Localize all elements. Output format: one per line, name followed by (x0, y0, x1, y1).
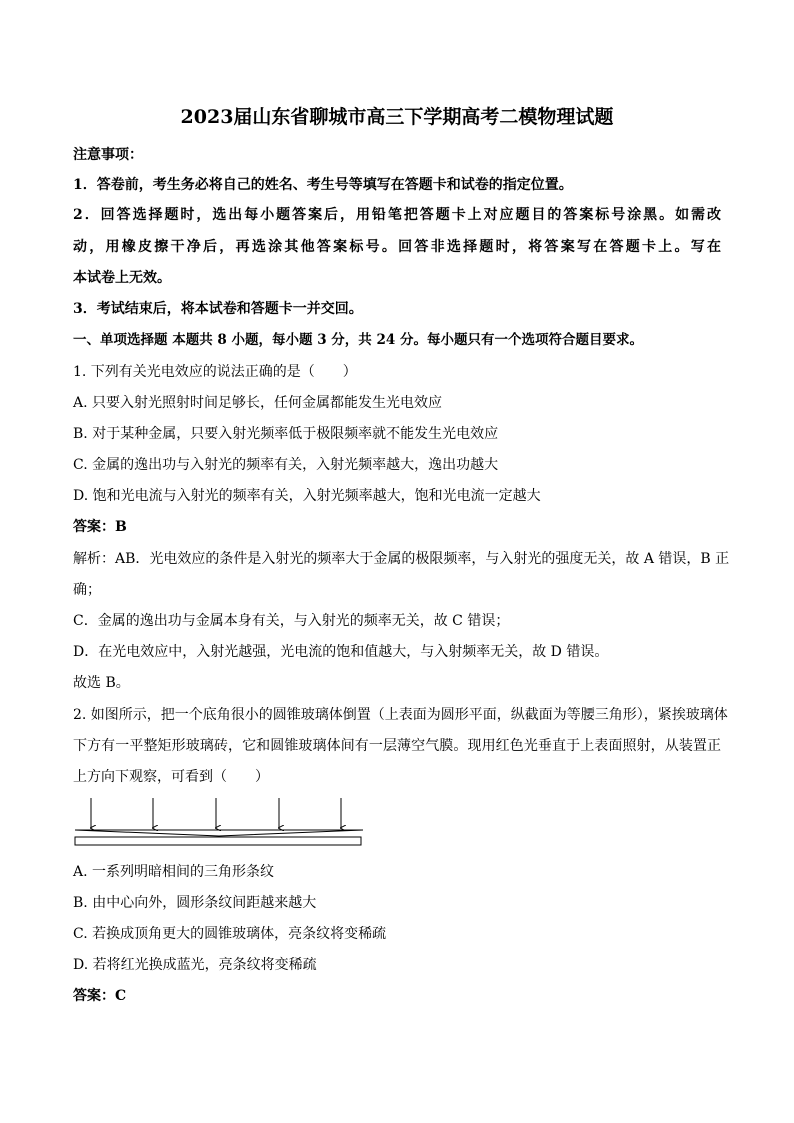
option-b: B. 对于某种金属，只要入射光频率低于极限频率就不能发生光电效应 (73, 426, 499, 442)
inverted-cone (75, 830, 363, 836)
question-stem: 下方有一平整矩形玻璃砖，它和圆锥玻璃体间有一层薄空气膜。现用红色光垂直于上表面照射，从装置正 (73, 738, 721, 754)
option-b: B. 由中心向外，圆形条纹间距越来越大 (73, 895, 317, 911)
notice-line: 动，用橡皮擦干净后，再选涂其他答案标号。回答非选择题时，将答案写在答题卡上。写在 (73, 239, 721, 255)
notice-heading: 注意事项： (73, 147, 143, 163)
option-d: D. 饱和光电流与入射光的频率有关，入射光频率越大，饱和光电流一定越大 (73, 488, 541, 504)
light-arrows (91, 798, 341, 828)
analysis-line: 故选 B。 (73, 675, 130, 691)
page-title: 2023届山东省聊城市高三下学期高考二模物理试题 (180, 106, 614, 128)
answer: 答案：B (73, 519, 127, 535)
option-c: C. 金属的逸出功与入射光的频率有关，入射光频率越大，逸出功越大 (73, 457, 499, 473)
analysis-line: C．金属的逸出功与金属本身有关，与入射光的频率无关，故 C 错误； (73, 613, 510, 629)
notice-line: 2．回答选择题时，选出每小题答案后，用铅笔把答题卡上对应题目的答案标号涂黑。如需改 (73, 207, 721, 223)
option-a: A. 一系列明暗相间的三角形条纹 (73, 864, 275, 880)
question-stem: 上方向下观察，可看到（ ） (73, 769, 269, 785)
analysis-line: D．在光电效应中，入射光越强，光电流的饱和值越大，与入射频率无关，故 D 错误。 (73, 644, 609, 660)
question-stem: 2. 如图所示，把一个底角很小的圆锥玻璃体倒置（上表面为圆形平面，纵截面为等腰三角形），紧挨玻璃体 (73, 707, 728, 723)
question-stem: 1. 下列有关光电效应的说法正确的是（ ） (73, 364, 357, 380)
notice-line: 本试卷上无效。 (73, 270, 171, 286)
cone-glass-figure (73, 796, 365, 850)
section-heading: 一、单项选择题 本题共 8 小题，每小题 3 分，共 24 分。每小题只有一个选项符合题目要求。 (73, 332, 643, 348)
answer: 答案：C (73, 988, 127, 1004)
analysis-line: 确； (73, 582, 101, 598)
option-a: A. 只要入射光照射时间足够长，任何金属都能发生光电效应 (73, 395, 443, 411)
option-c: C. 若换成顶角更大的圆锥玻璃体，亮条纹将变稀疏 (73, 926, 387, 942)
notice-line: 3．考试结束后，将本试卷和答题卡一并交回。 (73, 301, 363, 317)
option-d: D. 若将红光换成蓝光，亮条纹将变稀疏 (73, 957, 317, 973)
analysis-line: 解析：AB．光电效应的条件是入射光的频率大于金属的极限频率，与入射光的强度无关，故 A 错误，B 正 (73, 551, 730, 567)
glass-plate (75, 837, 361, 845)
notice-line: 1．答卷前，考生务必将自己的姓名、考生号等填写在答题卡和试卷的指定位置。 (73, 177, 573, 193)
